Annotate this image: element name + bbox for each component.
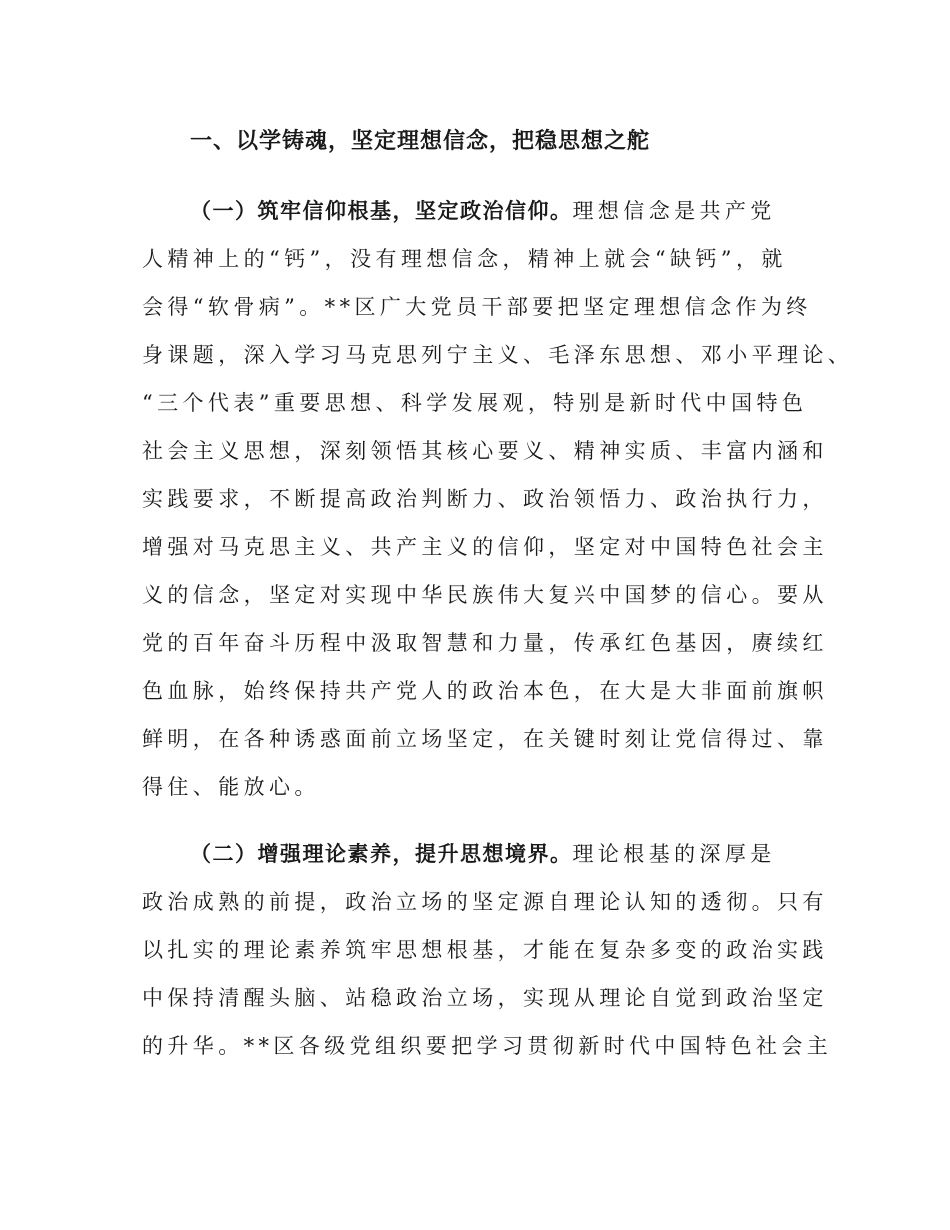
paragraph-1-line: 党的百年奋斗历程中汲取智慧和力量，传承红色基因，赓续红 bbox=[142, 631, 828, 655]
paragraph-1-line: “三个代表”重要思想、科学发展观，特别是新时代中国特色 bbox=[142, 391, 808, 415]
paragraph-1-first-line bbox=[190, 195, 776, 227]
paragraph-2-line: 的升华。**区各级党组织要把学习贯彻新时代中国特色社会主 bbox=[142, 1034, 833, 1058]
paragraph-2-text: 理论根基的深厚是 bbox=[572, 842, 776, 866]
paragraph-1-line: 人精神上的“钙”，没有理想信念，精神上就会“缺钙”，就 bbox=[142, 247, 787, 271]
paragraph-2-line: 以扎实的理论素养筑牢思想根基，才能在复杂多变的政治实践 bbox=[142, 938, 828, 962]
paragraph-1-line: 会得“软骨病”。**区广大党员干部要把坚定理想信念作为终 bbox=[142, 295, 812, 319]
paragraph-1-line: 义的信念，坚定对实现中华民族伟大复兴中国梦的信心。要从 bbox=[142, 583, 828, 607]
paragraph-2-line: 政治成熟的前提，政治立场的坚定源自理论认知的透彻。只有 bbox=[142, 890, 828, 914]
paragraph-2-lead: （二）增强理论素养，提升思想境界。 bbox=[190, 842, 573, 866]
paragraph-1-text: 理想信念是共产党 bbox=[572, 199, 776, 223]
paragraph-1-line: 社会主义思想，深刻领悟其核心要义、精神实质、丰富内涵和 bbox=[142, 439, 828, 463]
paragraph-1-line: 得住、能放心。 bbox=[142, 775, 320, 799]
paragraph-1-line: 实践要求，不断提高政治判断力、政治领悟力、政治执行力， bbox=[142, 487, 828, 511]
paragraph-1-lead: （一）筑牢信仰根基，坚定政治信仰。 bbox=[190, 199, 573, 223]
paragraph-1-line: 身课题，深入学习马克思列宁主义、毛泽东思想、邓小平理论、 bbox=[142, 343, 854, 367]
paragraph-1-line: 色血脉，始终保持共产党人的政治本色，在大是大非面前旗帜 bbox=[142, 679, 828, 703]
paragraph-2-line: 中保持清醒头脑、站稳政治立场，实现从理论自觉到政治坚定 bbox=[142, 986, 828, 1010]
section-heading: 一、以学铸魂，坚定理想信念，把稳思想之舵 bbox=[190, 129, 651, 154]
paragraph-1-line: 增强对马克思主义、共产主义的信仰，坚定对中国特色社会主 bbox=[142, 535, 828, 559]
paragraph-1-line: 鲜明，在各种诱惑面前立场坚定，在关键时刻让党信得过、靠 bbox=[142, 727, 828, 751]
paragraph-2-first-line bbox=[190, 838, 776, 870]
